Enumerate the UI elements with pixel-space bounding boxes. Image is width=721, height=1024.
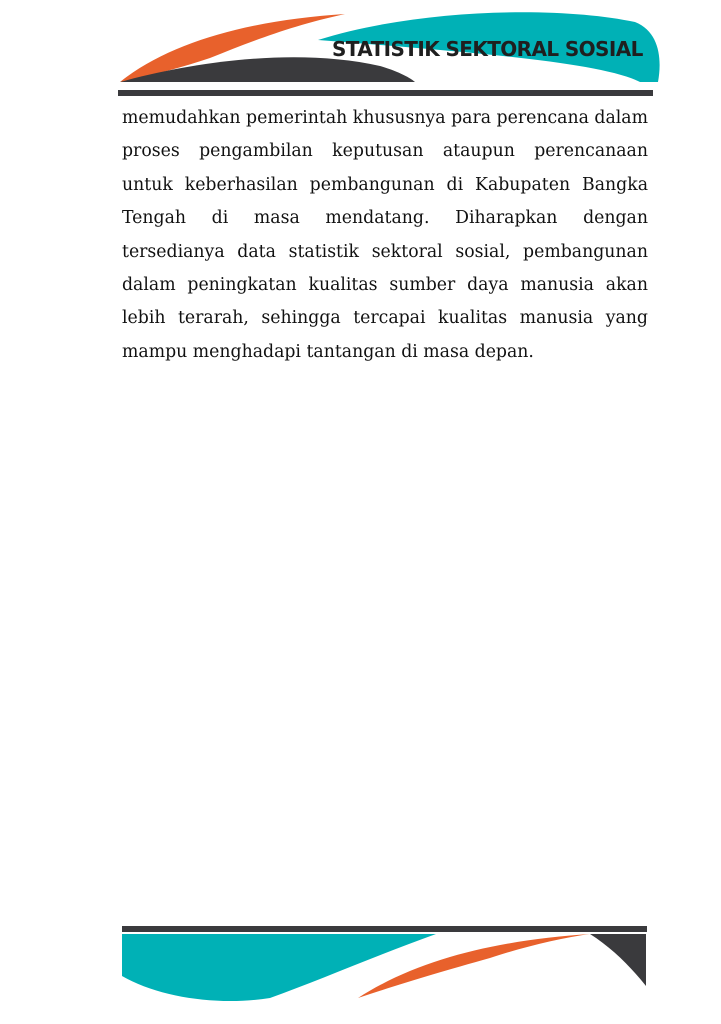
footer-banner [0,918,721,1024]
body-paragraph: memudahkan pemerintah khususnya para perencana dalam proses pengambilan keputusan ataupun perencanaan untuk keberhasilan pembangunan di Kabupaten Bangka Tengah di masa mendatang. Diharapkan dengan tersedianya data statistik sektoral sosial, pembangunan dalam peningkatan kualitas sumber daya manusia akan lebih terarah, sehingga tercapai kualitas manusia yang mampu menghadapi tantangan di masa depan. [122,108,648,362]
footer-dark-swoosh [590,934,646,986]
header-divider [118,90,653,96]
header-title: STATISTIK SEKTORAL SOSIAL [332,37,643,61]
footer-teal-swoosh [122,934,436,1001]
footer-divider [122,926,647,932]
